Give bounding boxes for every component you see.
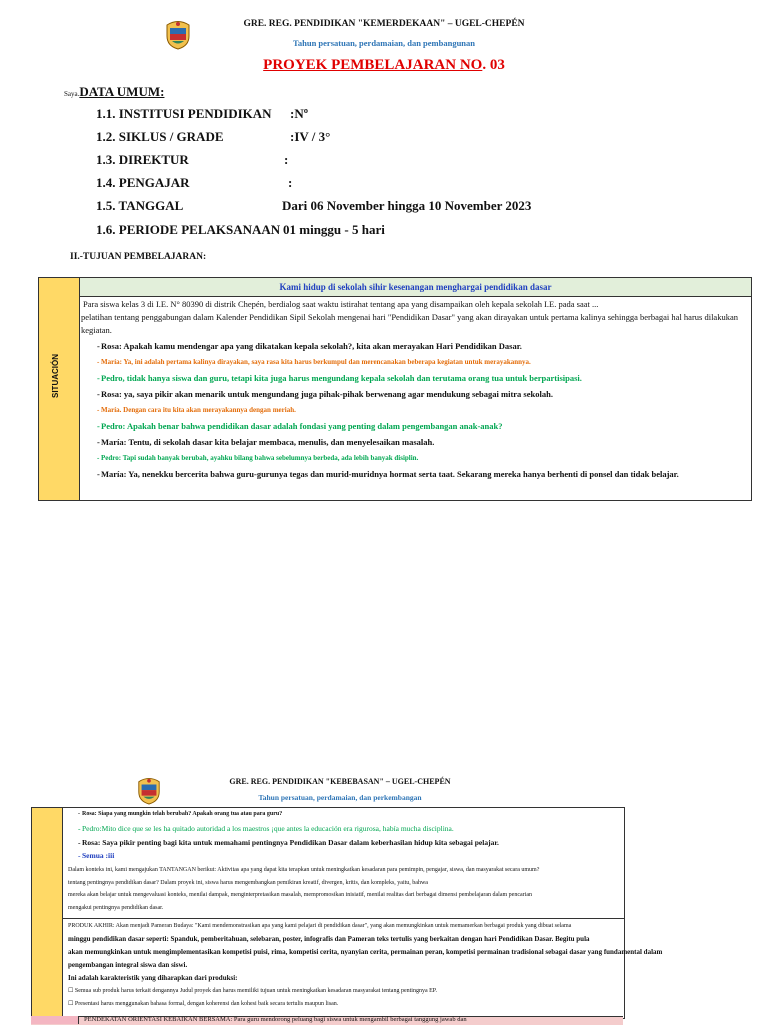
header-institution-2: GRE. REG. PENDIDIKAN "KEBEBASAN" – UGEL-CHEPÉN: [229, 777, 451, 786]
bullet-text: Semua sub produk harus terkait dengannya Judul proyek dan harus memiliki tujuan untuk meningkatkan kesadaran masyarakat tentang pentingnya EP.: [74, 988, 437, 994]
info-row-periode: [96, 222, 736, 238]
produk-line: minggu pendidikan dasar seperti: Spanduk, pemberitahuan, selebaran, poster, infografis dan Pameran teks tertulis yang berkaitan dengan hari Pendidikan Dasar. Begitu pula: [68, 935, 590, 943]
approach-side-cell: [31, 1016, 79, 1024]
dialogue-text: María: Ya, ini adalah pertama kalinya dirayakan, saya rasa kita harus berkumpul dan merencanakan beberapa kegiatan untuk merayakannya.: [101, 358, 531, 366]
tujuan-heading: II.-TUJUAN PEMBELAJARAN:: [70, 252, 207, 262]
dialogue-line: - Pedro, tidak hanya siswa dan guru, tetapi kita juga harus mengundang kepala sekolah dan terutama orang tua untuk berpartisipasi.: [97, 373, 582, 383]
context-line: tentang pentingnya pendidikan dasar? Dalam proyek ini, siswa harus mengembangkan pemikiran kreatif, divergen, kritis, dan kompleks, yaitu, bahwa: [68, 879, 428, 886]
checkbox-icon: ☐: [68, 1001, 74, 1007]
dialogue-line: - Rosa: Saya pikir penting bagi kita untuk memahami pentingnya Pendidikan Dasar dalam keberhasilan hidup kita sebagai pelajar.: [78, 838, 499, 847]
dialogue-line: - Semua :iii: [78, 851, 115, 860]
intro-line: kegiatan.: [81, 325, 112, 335]
dialogue-text: María: Tentu, di sekolah dasar kita belajar membaca, menulis, dan menyelesaikan masalah.: [101, 437, 435, 447]
context-line: Dalam konteks ini, kami mengajukan TANTANGAN berikut: Aktivitas apa yang dapat kita terapkan untuk meningkatkan kesadaran para pemimpin, pengajar, siswa, dan masyarakat secara umum?: [68, 867, 540, 873]
dialogue-text: Pedro: Apakah benar bahwa pendidikan dasar adalah fondasi yang penting dalam pengembangan anak-anak?: [101, 421, 503, 431]
info-row-direktur: [96, 152, 716, 168]
data-umum-heading: [64, 83, 164, 101]
situation-table: [38, 277, 752, 501]
produk-line: Ini adalah karakteristik yang diharapkan dari produksi:: [68, 974, 238, 982]
situation-title: Kami hidup di sekolah sihir kesenangan menghargai pendidikan dasar: [80, 278, 751, 297]
divider: [63, 918, 624, 919]
dialogue-line: - Rosa: Siapa yang mungkin telah berubah? Apakah orang tua atau para guru?: [78, 811, 283, 817]
situation-side-cell-2: [32, 808, 63, 1018]
dialogue-line: - María. Dengan cara itu kita akan merayakannya dengan meriah.: [97, 406, 296, 414]
produk-line: PRODUK AKHIR: Akan menjadi Pameran Budaya: "Kami mendemonstrasikan apa yang kami pelajari di pendidikan dasar", yang akan memungkinkan untuk memamerkan berbagai produk yang dibuat selama: [68, 923, 572, 929]
situation-table-continued: [31, 807, 663, 1019]
header-motto-2: Tahun persatuan, perdamaian, dan perkembangan: [258, 793, 422, 802]
produk-line: pengembangan integral siswa dan siswi.: [68, 961, 188, 969]
intro-line: Para siswa kelas 3 di I.E. N° 80390 di distrik Chepén, berdialog saat waktu istirahat tentang apa yang disampaikan oleh kepala sekolah I.E. pada saat ...: [83, 299, 599, 309]
checkbox-icon: ☐: [68, 988, 74, 994]
data-umum-label: DATA UMUM:: [79, 84, 165, 99]
dialogue-text: Pedro: Tapi sudah banyak berubah, ayahku bilang bahwa sebelumnya berbeda, ada lebih banyak disiplin.: [101, 454, 419, 462]
dialogue-line: - María: Tentu, di sekolah dasar kita belajar membaca, menulis, dan menyelesaikan masalah.: [97, 437, 435, 447]
saya-label: Saya.: [64, 90, 80, 98]
dialogue-text: María: Ya, nenekku bercerita bahwa guru-gurunya tegas dan murid-muridnya hormat serta taat. Sekarang mereka hanya berhenti di ponsel dan tidak belajar.: [101, 469, 679, 479]
bullet-item: [68, 985, 622, 998]
info-value: :IV / 3°: [290, 129, 331, 144]
info-value: :: [284, 152, 289, 167]
bullet-item: [68, 998, 622, 1011]
dialogue-text: Rosa: ya, saya pikir akan menarik untuk mengundang juga pihak-pihak berwenang agar mendukung sebagai mitra sekolah.: [101, 389, 553, 399]
dialogue-text: Rosa: Siapa yang mungkin telah berubah? Apakah orang tua atau para guru?: [82, 811, 283, 817]
produk-paragraph: [68, 920, 663, 1011]
project-title-main: PROYEK PEMBELAJARAN NO: [263, 57, 483, 73]
info-value: Dari 06 November hingga 10 November 2023: [282, 198, 532, 213]
context-line: mengakui pentingnya pendidikan dasar.: [68, 904, 164, 911]
dialogue-line: - Rosa: ya, saya pikir akan menarik untuk mengundang juga pihak-pihak berwenang agar mendukung sebagai mitra sekolah.: [97, 389, 553, 399]
dialogue-text: Semua :iii: [82, 851, 115, 860]
info-label: 1.1. INSTITUSI PENDIDIKAN: [96, 106, 272, 121]
info-row-institusi: [96, 106, 716, 122]
info-value: :Nº: [290, 106, 309, 121]
produk-line: akan memungkinkan untuk mengimplementasikan kompetisi puisi, rima, kompetisi cerita, nyanyian cerita, permainan peran, kompetisi permainan tradisional sebagai dasar yang fundamental dalam: [68, 948, 663, 956]
info-value: :: [288, 175, 293, 190]
dialogue-line: - Pedro:Mito dice que se les ha quitado autoridad a los maestros ¡que antes la educación era rigurosa, había mucha disciplina.: [78, 824, 454, 833]
dialogue-line: - María: Ya, nenekku bercerita bahwa guru-gurunya tegas dan murid-muridnya hormat serta taat. Sekarang mereka hanya berhenti di ponsel dan tidak belajar.: [97, 469, 679, 479]
dialogue-text: Rosa: Apakah kamu mendengar apa yang dikatakan kepala sekolah?, kita akan merayakan Hari Pendidikan Dasar.: [101, 341, 522, 351]
situation-content: [83, 298, 751, 481]
dialogue-text: Rosa: Saya pikir penting bagi kita untuk memahami pentingnya Pendidikan Dasar dalam keberhasilan hidup kita sebagai pelajar.: [82, 838, 499, 847]
dialogue-text: Pedro, tidak hanya siswa dan guru, tetapi kita juga harus mengundang kepala sekolah dan terutama orang tua untuk berpartisipasi.: [101, 373, 582, 383]
info-label: 1.5. TANGGAL: [96, 198, 184, 213]
info-row-siklus: [96, 129, 716, 145]
info-label: 1.3. DIREKTUR: [96, 152, 189, 167]
dialogue-line: - María: Ya, ini adalah pertama kalinya dirayakan, saya rasa kita harus berkumpul dan merencanakan beberapa kegiatan untuk merayakannya.: [97, 358, 531, 366]
dialogue-line: - Pedro: Tapi sudah banyak berubah, ayahku bilang bahwa sebelumnya berbeda, ada lebih banyak disiplin.: [97, 454, 419, 462]
dialogue-continued: [68, 809, 622, 861]
situation-label: SITUACIÓN: [51, 354, 60, 398]
header-institution: GRE. REG. PENDIDIKAN "KEMERDEKAAN" – UGEL-CHEPÉN: [243, 19, 525, 29]
info-value: 01 minggu - 5 hari: [283, 222, 385, 237]
dialogue-text: Pedro:Mito dice que se les ha quitado autoridad a los maestros ¡que antes la educación era rigurosa, había mucha disciplina.: [82, 824, 454, 833]
project-title-number: . 03: [482, 57, 505, 73]
context-paragraph: [68, 864, 622, 914]
intro-line: pelatihan tentang penggabungan dalam Kalender Pendidikan Sipil Sekolah mengenai hari "Pendidikan Dasar" yang akan dirayakan untuk pertama kalinya sehingga berbagai hal harus dilakukan: [81, 312, 738, 322]
approach-text: PENDEKATAN ORIENTASI KEBAIKAN BERSAMA: Para guru mendorong peluang bagi siswa untuk mengambil berbagai tanggung jawab dan: [84, 1016, 467, 1023]
info-label: 1.2. SIKLUS / GRADE: [96, 129, 224, 144]
header-motto: Tahun persatuan, perdamaian, dan pembangunan: [292, 38, 476, 48]
info-label: 1.6. PERIODE PELAKSANAAN: [96, 222, 281, 237]
dialogue-line: - Rosa: Apakah kamu mendengar apa yang dikatakan kepala sekolah?, kita akan merayakan Hari Pendidikan Dasar.: [97, 341, 522, 351]
dialogue-line: - Pedro: Apakah benar bahwa pendidikan dasar adalah fondasi yang penting dalam pengembangan anak-anak?: [97, 421, 503, 431]
info-label: 1.4. PENGAJAR: [96, 175, 190, 190]
bullet-text: Presentasi harus menggunakan bahasa formal, dengan koherensi dan kohesi baik secara tertulis maupun lisan.: [74, 1001, 339, 1007]
project-title: [0, 57, 768, 74]
info-row-pengajar: [96, 175, 716, 191]
context-line: mereka akan belajar untuk mengevaluasi konteks, menilai dampak, menginterpretasikan masalah, mempromosikan inisiatif, menilai realitas dari berbagai dimensi pembelajaran dalam pencarian: [68, 892, 532, 898]
situation-side-cell: [39, 278, 80, 500]
info-row-tanggal: [96, 198, 736, 214]
dialogue-text: María. Dengan cara itu kita akan merayakannya dengan meriah.: [101, 406, 296, 414]
